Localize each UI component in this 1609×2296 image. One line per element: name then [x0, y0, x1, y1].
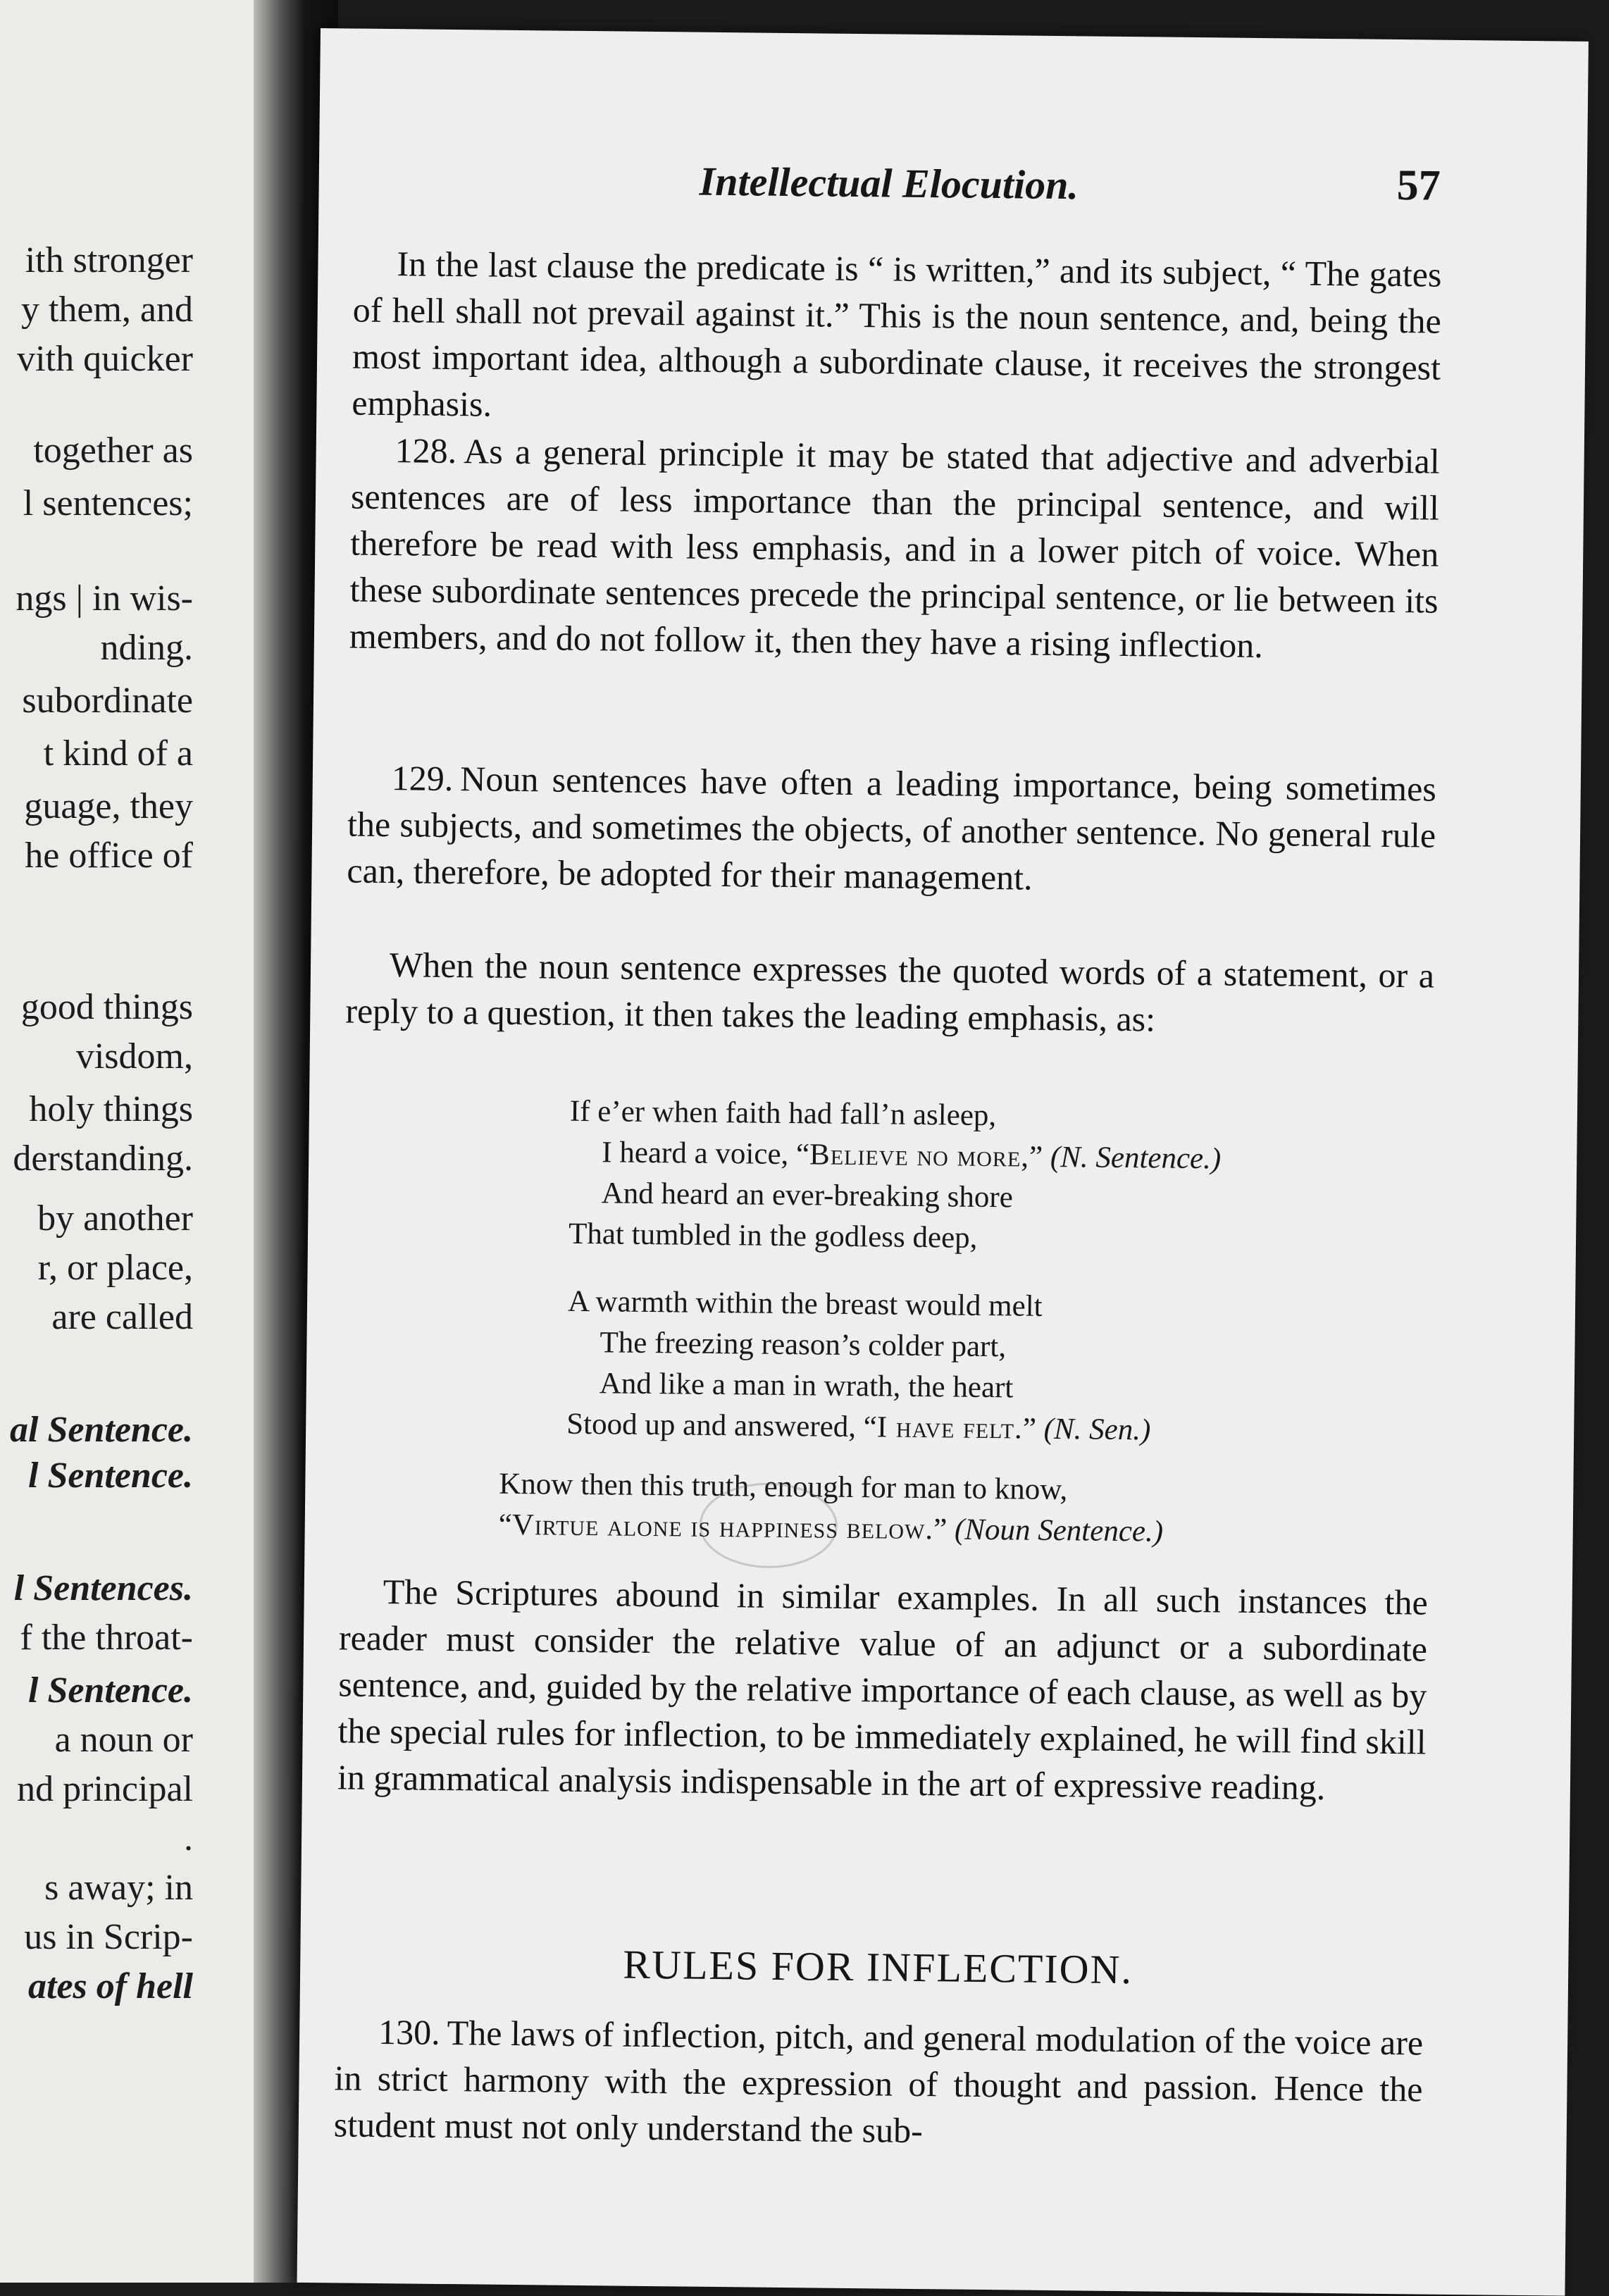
- left-page-line: y them, and: [20, 290, 193, 330]
- paragraph-scriptures-text: The Scriptures abound in similar examples. In all such instances the reader must consider the relative value of an adjunct or a subordinate sentence, and, guided by the relative importance of each clause, as well as by the special rules for inflection, to be immediately explained, he will find skill in grammatical analysis indispensable in the art of expressive reading.: [337, 1572, 1428, 1808]
- left-page-line: l Sentences.: [13, 1568, 193, 1608]
- left-page-line: ngs | in wis-: [15, 578, 193, 619]
- verse-line: Know then this truth, enough for man to know,: [499, 1467, 1068, 1507]
- paragraph-predicate: [352, 240, 1442, 438]
- left-page-line: nding.: [100, 628, 193, 668]
- verse-line: And heard an ever-breaking shore: [601, 1177, 1014, 1215]
- verse-stanza-2: [566, 1282, 1152, 1451]
- paragraph-noun-statement-text: When the noun sentence expresses the quoted words of a statement, or a reply to a question, it then takes the leading emphasis, as:: [345, 945, 1435, 1039]
- section-heading: RULES FOR INFLECTION.: [623, 1941, 1133, 1993]
- paragraph-predicate-text: In the last clause the predicate is “ is written,” and its subject, “ The gates of hell shall not prevail against it.” This is the noun sentence, and, being the most important idea, although a subordinate clause, it receives the strongest emphasis.: [352, 244, 1442, 424]
- paragraph-130-text: The laws of inflection, pitch, and general modulation of the voice are in strict harmony with the expression of thought and passion. Hence the student must not only understand the sub-: [333, 2013, 1424, 2151]
- paragraph-scriptures: [337, 1568, 1428, 1811]
- left-page-line: al Sentence.: [10, 1410, 193, 1450]
- left-page-line: a noun or: [54, 1720, 193, 1760]
- left-page-line: guage, they: [24, 786, 193, 826]
- left-page-line: f the throat-: [20, 1618, 193, 1658]
- verse-line: “Virtue alone is happiness below.” (Noun Sentence.): [498, 1508, 1164, 1549]
- verse-stanza-1: [569, 1091, 1222, 1262]
- left-page-line: l sentences;: [23, 483, 193, 523]
- quoted-emphasis: Virtue alone is happiness below.: [511, 1508, 934, 1546]
- left-page-line: subordinate: [22, 681, 193, 721]
- left-page-line: derstanding.: [13, 1138, 193, 1179]
- left-page-line: holy things: [29, 1089, 193, 1129]
- verse-line: And like a man in wrath, the heart: [599, 1367, 1014, 1405]
- left-page-line: he office of: [25, 836, 193, 876]
- paragraph-128-text: As a general principle it may be stated that adjective and adverbial sentences are of less importance than the principal sentence, and will therefore be read with less emphasis, and in a lower pitch of voice. When these subordinate sentences precede the principal sentence, or lie between its members, and do not follow it, then they have a rising inflection.: [349, 431, 1440, 666]
- left-page-line: nd principal: [17, 1769, 193, 1809]
- verse-line: Stood up and answered, “I have felt.” (N. Sen.): [566, 1407, 1151, 1447]
- paragraph-128-number: 128.: [395, 430, 457, 471]
- left-page-line: .: [184, 1818, 193, 1858]
- verse-line: If e’er when faith had fall’n asleep,: [569, 1094, 997, 1133]
- left-page-line: ates of hell: [28, 1966, 193, 2006]
- verse-line: The freezing reason’s colder part,: [600, 1326, 1007, 1364]
- left-page-line: us in Scrip-: [24, 1917, 193, 1957]
- left-page-line: good things: [20, 987, 193, 1027]
- quoted-emphasis: I have felt.: [876, 1410, 1024, 1446]
- verse-line: I heard a voice, “Believe no more,” (N. Sentence.): [602, 1136, 1222, 1176]
- quoted-emphasis: Believe no more,: [809, 1138, 1030, 1174]
- left-page-line: vith quicker: [17, 339, 193, 379]
- paragraph-128: [349, 426, 1440, 670]
- sentence-type-note: (N. Sen.): [1043, 1412, 1151, 1447]
- left-page-line: l Sentence.: [28, 1670, 193, 1711]
- sentence-type-note: (Noun Sentence.): [954, 1513, 1164, 1549]
- paragraph-130-number: 130.: [378, 2012, 441, 2052]
- left-page-line: together as: [33, 430, 193, 471]
- facing-left-page: [0, 0, 272, 2283]
- paragraph-129: [347, 754, 1436, 905]
- left-page-line: s away; in: [44, 1868, 193, 1908]
- paragraph-129-number: 129.: [391, 758, 454, 799]
- running-head: Intellectual Elocution.: [699, 158, 1079, 209]
- paragraph-129-text: Noun sentences have often a leading importance, being sometimes the subjects, and sometimes the objects, of another sentence. No general rule can, therefore, be adopted for their management.: [347, 759, 1437, 898]
- left-page-line: ith stronger: [25, 240, 193, 280]
- left-page-line: are called: [51, 1297, 193, 1337]
- left-page-line: by another: [37, 1198, 193, 1239]
- left-page-line: visdom,: [75, 1036, 193, 1076]
- verse-line: A warmth within the breast would melt: [567, 1284, 1043, 1323]
- left-page-line: t kind of a: [43, 733, 193, 774]
- paper-stain-mark: [699, 1482, 838, 1569]
- paragraph-noun-statement: [345, 941, 1434, 1045]
- sentence-type-note: (N. Sentence.): [1050, 1140, 1222, 1176]
- left-page-line: r, or place,: [37, 1248, 193, 1288]
- left-page-line: l Sentence.: [28, 1456, 193, 1496]
- page-57: [297, 28, 1588, 2296]
- verse-line: That tumbled in the godless deep,: [568, 1217, 978, 1255]
- page-number: 57: [1396, 161, 1441, 210]
- paragraph-130: [333, 2008, 1423, 2159]
